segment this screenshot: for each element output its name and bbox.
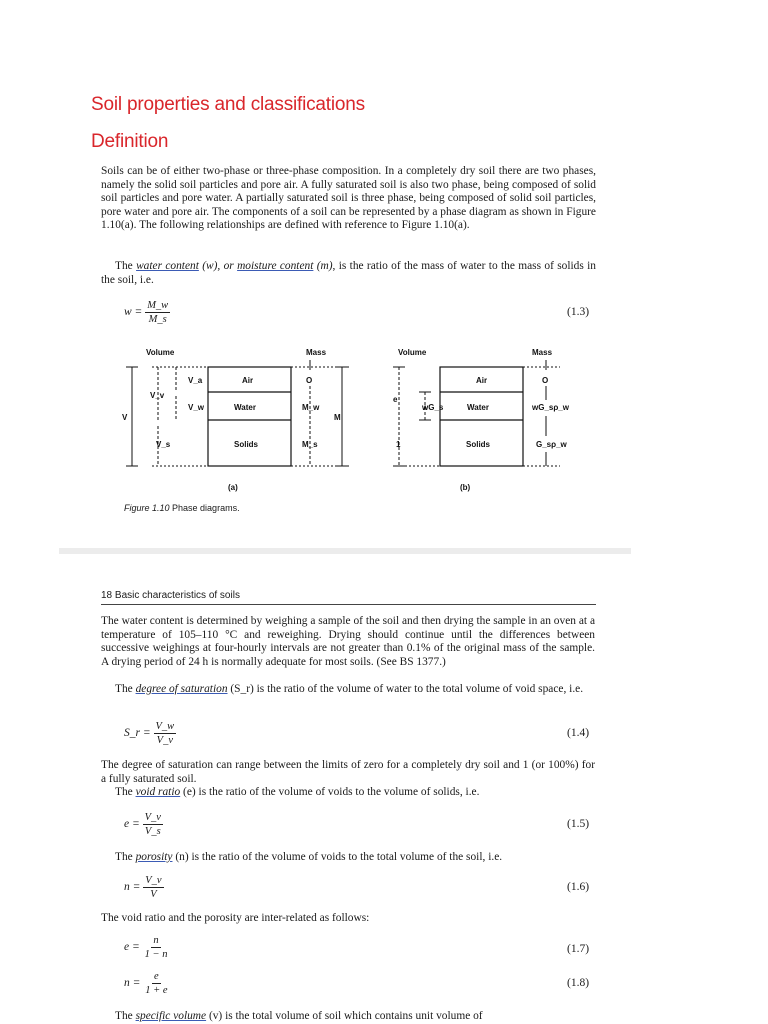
fig-b-volume-label: Volume xyxy=(398,348,427,357)
paragraph-interrelated: The void ratio and the porosity are inter-related as follows: xyxy=(101,912,370,924)
paragraph-degree-saturation: The degree of saturation (S_r) is the ratio of the volume of water to the total volume of void space, i.e. xyxy=(115,683,584,695)
paragraph-drying: The water content is determined by weighing a sample of the soil and then drying the sample in an oven at a temperature of 105–110 °C and reweighing. Drying should continue until the differences between successive weighings at four-hourly intervals are not greater than 0.1% of the original mass of the sample. A drying period of 24 h is normally adequate for most soils. (See BS 1377.) xyxy=(101,615,595,668)
fig-b-air: Air xyxy=(476,376,488,385)
fig-b-mw: wG_sρ_w xyxy=(532,403,569,412)
term-water-content: water content xyxy=(136,260,199,272)
paragraph-void-ratio: The void ratio (e) is the ratio of the volume of voids to the volume of solids, i.e. xyxy=(115,786,480,798)
fig-a-volume-label: Volume xyxy=(146,348,175,357)
fig-b-wgs: wG_s xyxy=(422,403,444,412)
equation-number-1-5: (1.5) xyxy=(567,818,590,830)
equation-number-1-6: (1.6) xyxy=(567,881,590,893)
fig-b-mass-label: Mass xyxy=(532,348,553,357)
equation-number-1-8: (1.8) xyxy=(567,977,590,989)
fig-b-e: e xyxy=(393,395,398,404)
fig-a-vs: V_s xyxy=(156,440,171,449)
equation-number-1-4: (1.4) xyxy=(567,727,590,739)
paragraph-specific-volume: The specific volume (v) is the total volume of soil which contains unit volume of xyxy=(115,1010,483,1022)
section-heading: Definition xyxy=(91,131,169,152)
figure-caption: Figure 1.10 Phase diagrams. xyxy=(124,503,240,513)
fig-b-solids: Solids xyxy=(466,440,491,449)
term-porosity: porosity xyxy=(135,851,173,863)
fig-a-mw: M_w xyxy=(302,403,320,412)
paragraph-intro-text: Soils can be of either two-phase or three-phase composition. In a completely dry soil there are two phases, namely the solid soil particles and pore air. A fully saturated soil is also two phase, being composed of solid soil particles and pore water. A partially saturated soil is three phase, being composed of solid soil particles, pore water and pore air. The components of a soil can be represented by a phase diagram as shown in Figure 1.10(a). The following relationships are defined with reference to Figure 1.10(a). xyxy=(101,165,596,231)
fig-b-ms: G_sρ_w xyxy=(536,440,567,449)
fig-a-v: V xyxy=(122,413,128,422)
equation-number-1-3: (1.3) xyxy=(567,306,590,318)
fig-a-vv: V_v xyxy=(150,391,165,400)
equation-1-7: e = $\frac{n}{1 - n}$ xyxy=(124,935,168,960)
fig-a-m: M xyxy=(334,413,341,422)
fig-b-tag: (b) xyxy=(460,483,471,492)
equation-1-5: e = $\frac{V\_v}{V\_s}$ xyxy=(124,812,161,837)
equation-1-6: n = $\frac{V\_v}{V}$ xyxy=(124,875,162,900)
fig-b-water: Water xyxy=(467,403,489,412)
fig-a-ms: M_s xyxy=(302,440,318,449)
fig-a-vw: V_w xyxy=(188,403,205,412)
equation-1-3: w = $\frac{M\_w}{M\_s}$ xyxy=(124,300,169,325)
term-moisture-content: moisture content xyxy=(237,260,314,272)
term-void-ratio: void ratio xyxy=(135,786,181,798)
equation-1-4: S_r = $\frac{V\_w}{V\_v}$ xyxy=(124,721,175,746)
fig-a-mass-air: O xyxy=(306,376,313,385)
equation-1-8: n = $\frac{e}{1 + e}$ xyxy=(124,971,168,996)
fig-a-mass-label: Mass xyxy=(306,348,327,357)
fig-a-va: V_a xyxy=(188,376,203,385)
fig-b-one: 1 xyxy=(396,440,401,449)
paragraph-intro xyxy=(101,165,596,233)
equation-number-1-7: (1.7) xyxy=(567,943,590,955)
fig-a-air: Air xyxy=(242,376,254,385)
fig-a-water: Water xyxy=(234,403,256,412)
paragraph-porosity: The porosity (n) is the ratio of the volume of voids to the total volume of the soil, i.e. xyxy=(115,851,503,863)
term-degree-of-saturation: degree of saturation xyxy=(135,683,228,695)
running-head-rule xyxy=(101,604,596,605)
fig-a-tag: (a) xyxy=(228,483,238,492)
fig-b-mass-air: O xyxy=(542,376,549,385)
page-break-divider xyxy=(59,548,631,554)
paragraph-saturation-range: The degree of saturation can range between the limits of zero for a completely dry soil and 1 (or 100%) for a fully saturated soil. xyxy=(101,759,595,785)
running-head: 18 Basic characteristics of soils xyxy=(101,590,240,601)
fig-a-solids: Solids xyxy=(234,440,259,449)
page-title: Soil properties and classifications xyxy=(91,94,365,115)
term-specific-volume: specific volume xyxy=(135,1010,207,1022)
paragraph-water-content: The water content (w), or moisture content (m), is the ratio of the mass of water to the mass of solids in the soil, i.e. xyxy=(101,260,597,286)
phase-diagram-figure xyxy=(110,340,580,500)
